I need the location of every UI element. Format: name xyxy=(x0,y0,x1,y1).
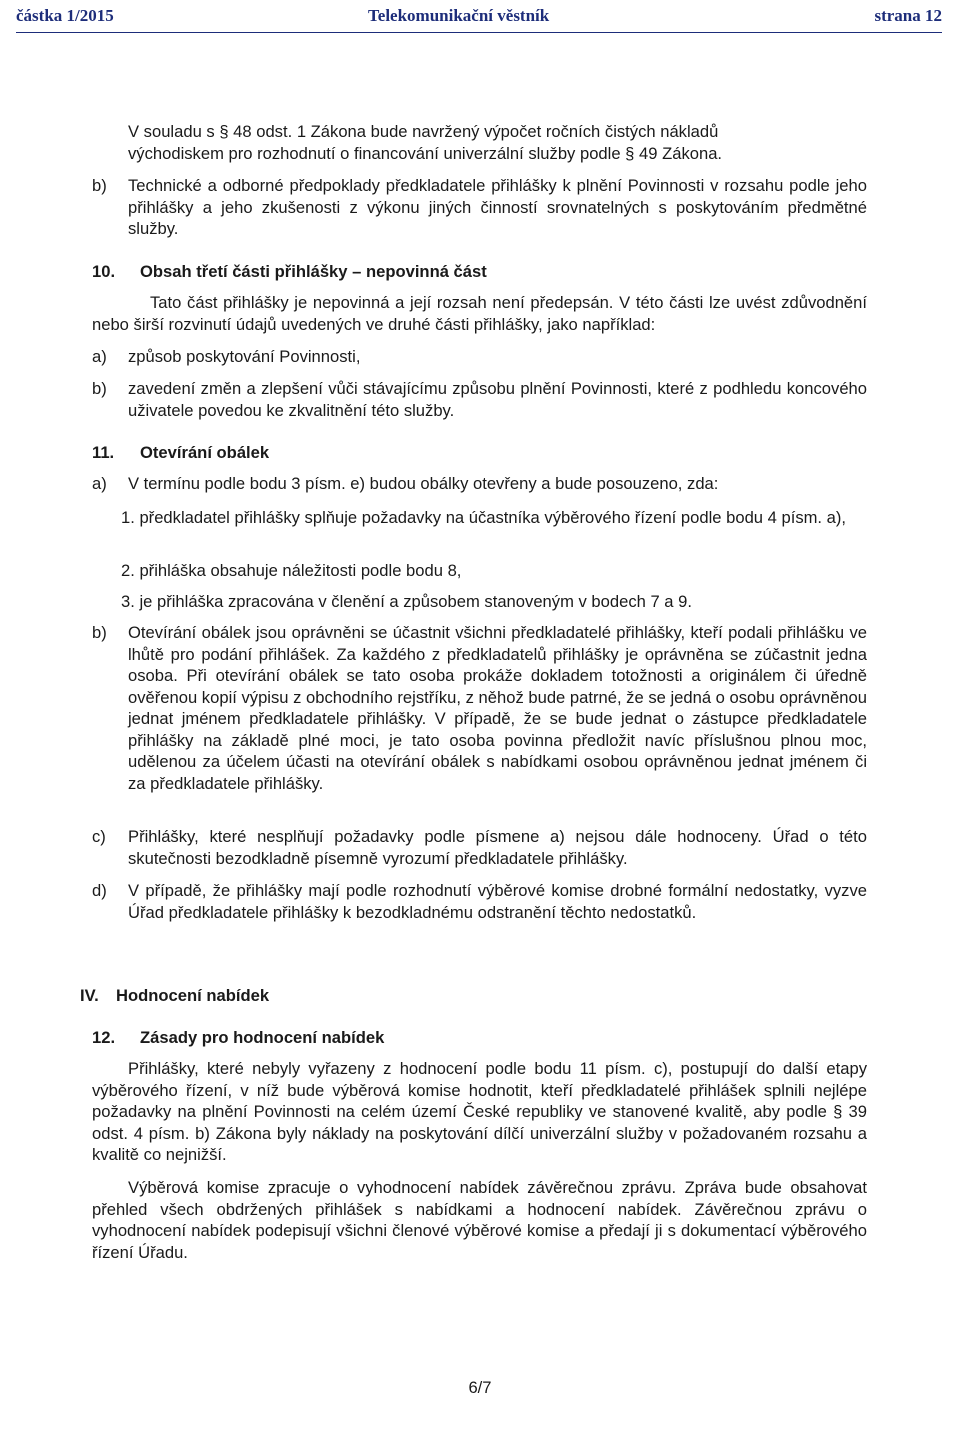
sub-item-3: 3. je přihláška zpracována v členění a způsobem stanoveným v bodech 7 a 9. xyxy=(121,592,692,611)
list-item-text: zavedení změn a zlepšení vůči stávajícímu způsobu plnění Povinnosti, které z podhledu koncového uživatele povedou ke zkvalitnění této služby. xyxy=(128,379,867,420)
part-number: IV. xyxy=(80,986,99,1005)
section-12-heading xyxy=(92,1027,867,1049)
intro-paragraph xyxy=(128,121,868,164)
section-11-item-d xyxy=(92,880,867,923)
section-11-item-c xyxy=(92,826,867,869)
section-title: Zásady pro hodnocení nabídek xyxy=(140,1028,385,1047)
section-11-item-a xyxy=(92,473,867,495)
part-title: Hodnocení nabídek xyxy=(116,986,270,1005)
list-item-text: V termínu podle bodu 3 písm. e) budou obálky otevřeny a bude posouzeno, zda: xyxy=(128,474,719,493)
section-12-paragraph-2: Výběrová komise zpracuje o vyhodnocení nabídek závěrečnou zprávu. Zpráva bude obsahovat přehled všech obdržených přihlášek s nabídkami a hodnocení nabídek. Závěrečnou zprávu o vyhodnocení nabídek podepisují všichni členové výběrové komise a předají ji s dokumentací výběrového řízení Úřadu. xyxy=(92,1178,867,1262)
list-item-text: V případě, že přihlášky mají podle rozhodnutí výběrové komise drobné formální nedostatky, vyzve Úřad předkladatele přihlášky k bezodkladnému odstranění těchto nedostatků. xyxy=(128,881,867,922)
page-number: 6/7 xyxy=(468,1378,492,1397)
page-label: strana 12 xyxy=(874,6,942,25)
list-marker: c) xyxy=(92,827,106,846)
section-number: 10. xyxy=(92,262,116,281)
section-11-item-b xyxy=(92,622,867,794)
issue-label: částka 1/2015 xyxy=(16,6,114,25)
list-marker: b) xyxy=(92,623,107,642)
page-header xyxy=(16,6,942,28)
list-marker: b) xyxy=(92,176,107,195)
sub-item-2: 2. přihláška obsahuje náležitosti podle bodu 8, xyxy=(121,561,462,580)
section-11-heading xyxy=(92,442,867,464)
list-marker: b) xyxy=(92,379,107,398)
sub-item-1: 1. předkladatel přihlášky splňuje požadavky na účastníka výběrového řízení podle bodu 4 písm. a), xyxy=(121,508,847,527)
section-10-item-b xyxy=(92,378,867,421)
section-10-heading xyxy=(92,261,867,283)
section-title: Obsah třetí části přihlášky – nepovinná část xyxy=(140,262,487,281)
section-title: Otevírání obálek xyxy=(140,443,270,462)
journal-title: Telekomunikační věstník xyxy=(368,6,550,25)
header-divider xyxy=(16,32,942,33)
list-item-text: Přihlášky, které nesplňují požadavky podle písmene a) nejsou dále hodnoceny. Úřad o této skutečnosti bezodkladně písemně vyrozumí předkladatele přihlášky. xyxy=(128,827,867,868)
section-number: 12. xyxy=(92,1028,116,1047)
section-number: 11. xyxy=(92,443,115,462)
section-10-item-a xyxy=(92,346,867,368)
list-marker: a) xyxy=(92,474,107,493)
list-marker: d) xyxy=(92,881,107,900)
list-marker: a) xyxy=(92,347,107,366)
section-12-paragraph-1: Přihlášky, které nebyly vyřazeny z hodnocení podle bodu 11 písm. c), postupují do další etapy výběrového řízení, v níž bude výběrová komise hodnotit, kteří předkladatelé přihlášek splnili nejlépe požadavky na plnění Povinnosti na celém území České republiky ve stanovené kvalitě, aby podle § 39 odst. 4 písm. b) Zákona byly náklady na poskytování dílčí univerzální služby v požadovaném rozsahu a kvalitě co nejnižší. xyxy=(92,1059,867,1164)
list-item-text: Otevírání obálek jsou oprávněni se účastnit všichni předkladatelé přihlášky, kteří podali přihlášku ve lhůtě pro podání přihlášek. Za každého z předkladatelů přihlášky je oprávněna se zúčastnit jedna osoba. Při otevírání obálek se tato osoba prokáže dokladem totožnosti a originálem či úředně ověřenou kopií výpisu z obchodního rejstříku, z něhož bude patrné, že se jedná o osobu oprávněnou jednat jménem předkladatele přihlášky. V případě, že se bude jednat o zástupce předkladatele přihlášky na základě plné moci, je tato osoba povinna předložit navíc příslušnou plnou moc, udělenou za účelem účasti na otevírání obálek s nabídkami osobou oprávněnou jednat jménem či za předkladatele přihlášky. xyxy=(128,623,867,793)
intro-item-b xyxy=(92,175,867,240)
list-item-text: způsob poskytování Povinnosti, xyxy=(128,347,361,366)
intro-line-2: východiskem pro rozhodnutí o financování univerzální služby podle § 49 Zákona. xyxy=(128,143,723,163)
intro-item-b-text: Technické a odborné předpoklady předkladatele přihlášky k plnění Povinnosti v rozsahu podle jeho přihlášky a jeho zkušenosti z výkonu jiných činností srovnatelných s poskytováním předmětné služby. xyxy=(128,176,867,238)
intro-line-1: V souladu s § 48 odst. 1 Zákona bude navržený výpočet ročních čistých nákladů xyxy=(128,122,719,141)
part-iv-heading xyxy=(80,985,855,1007)
section-10-paragraph: Tato část přihlášky je nepovinná a její rozsah není předepsán. V této části lze uvést zdůvodnění nebo širší rozvinutí údajů uvedených ve druhé části přihlášky, jako například: xyxy=(92,293,867,334)
